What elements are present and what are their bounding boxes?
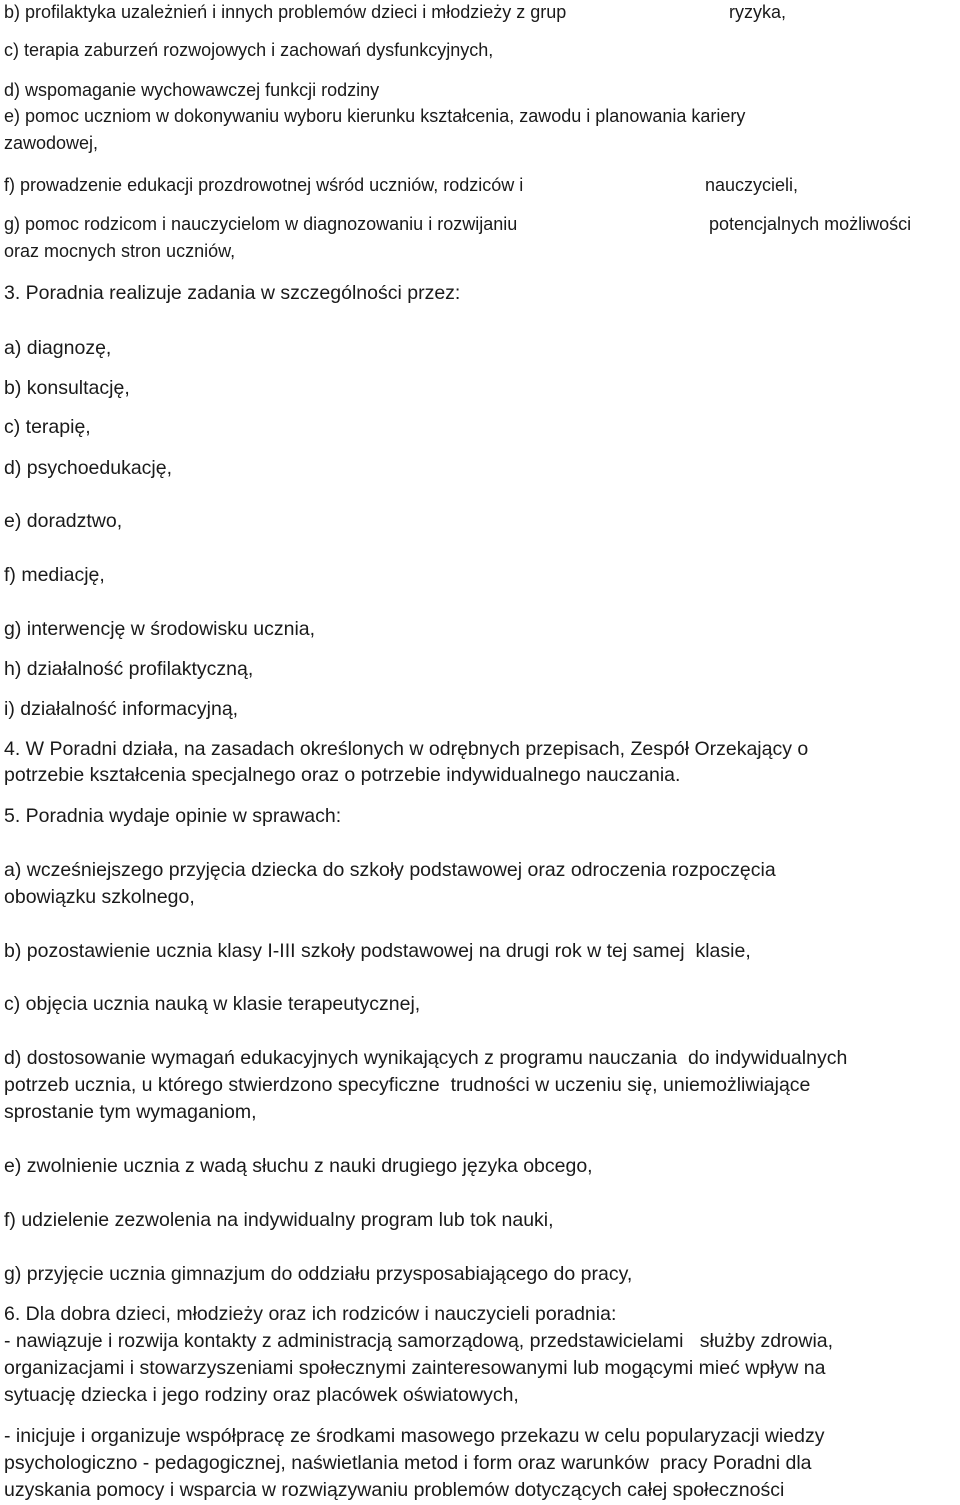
bullet-kontakty-cont-1: organizacjami i stowarzyszeniami społecznymi zainteresowanymi lub mogącymi mieć wpływ na [4,1357,826,1379]
list-item-g-interwencja: g) interwencję w środowisku ucznia, [4,618,316,640]
list-item-c-objecie: c) objęcia ucznia nauką w klasie terapeutycznej, [4,993,421,1015]
bullet-kontakty: - nawiązuje i rozwija kontakty z administracją samorządową, przedstawicielami służby zdrowia, [4,1330,834,1352]
list-item-b-konsultacja: b) konsultację, [4,377,130,399]
list-item-a-przyjecie: a) wcześniejszego przyjęcia dziecka do szkoły podstawowej oraz odroczenia rozpoczęcia [4,859,776,881]
bullet-kontakty-cont-2: sytuację dziecka i jego rodziny oraz placówek oświatowych, [4,1384,519,1406]
list-item-a-diagnoza: a) diagnozę, [4,337,112,359]
section-6-heading: 6. Dla dobra dzieci, młodzieży oraz ich rodziców i nauczycieli poradnia: [4,1303,617,1325]
list-item-e-doradztwo: e) doradztwo, [4,510,123,532]
list-item-b-profilaktyka [4,0,787,24]
list-item-d-dostosowanie: d) dostosowanie wymagań edukacyjnych wynikających z programu nauczania do indywidualnych [4,1047,848,1069]
list-item-c-terapia-2: c) terapię, [4,416,91,438]
list-item-f-zezwolenie: f) udzielenie zezwolenia na indywidualny program lub tok nauki, [4,1209,554,1231]
bullet-wspolpraca: - inicjuje i organizuje współpracę ze środkami masowego przekazu w celu popularyzacji wiedzy [4,1425,825,1447]
line-text-right: nauczycieli, [705,175,799,195]
list-item-c-terapia: c) terapia zaburzeń rozwojowych i zachowań dysfunkcyjnych, [4,40,494,60]
list-item-e-zwolnienie: e) zwolnienie ucznia z wadą słuchu z nauki drugiego języka obcego, [4,1155,593,1177]
section-5-heading: 5. Poradnia wydaje opinie w sprawach: [4,805,342,827]
list-item-g-continuation: oraz mocnych stron uczniów, [4,241,236,261]
list-item-d-continuation-1: potrzeb ucznia, u którego stwierdzono specyficzne trudności w uczeniu się, uniemożliwiające [4,1074,811,1096]
list-item-e-continuation: zawodowej, [4,133,99,153]
list-item-d-psychoedukacja: d) psychoedukację, [4,457,173,479]
list-item-g-przyjecie: g) przyjęcie ucznia gimnazjum do oddziału przysposabiającego do pracy, [4,1263,633,1285]
line-text: b) profilaktyka uzależnień i innych problemów dzieci i młodzieży z grup [4,2,567,22]
section-3-heading: 3. Poradnia realizuje zadania w szczególności przez: [4,282,461,304]
list-item-e-pomoc: e) pomoc uczniom w dokonywaniu wyboru kierunku kształcenia, zawodu i planowania kariery [4,106,746,126]
list-item-d-continuation-2: sprostanie tym wymaganiom, [4,1101,257,1123]
list-item-d-wspomaganie: d) wspomaganie wychowawczej funkcji rodziny [4,80,380,100]
list-item-a-continuation: obowiązku szkolnego, [4,886,195,908]
line-text: g) pomoc rodzicom i nauczycielom w diagnozowaniu i rozwijaniu [4,214,518,234]
list-item-g-pomoc-rodzicom [4,212,912,236]
list-item-f-edukacja [4,173,799,197]
bullet-wspolpraca-cont-1: psychologiczno - pedagogicznej, naświetlania metod i form oraz warunków pracy Poradni dla [4,1452,812,1474]
list-item-h-profilaktyka: h) działalność profilaktyczną, [4,658,254,680]
bullet-wspolpraca-cont-2: uzyskania pomocy i wsparcia w rozwiązywaniu problemów dotyczących całej społeczności [4,1479,785,1501]
section-4-paragraph: 4. W Poradni działa, na zasadach określonych w odrębnych przepisach, Zespół Orzekający o [4,738,809,760]
line-text: f) prowadzenie edukacji prozdrowotnej wśród uczniów, rodziców i [4,175,524,195]
list-item-i-informacja: i) działalność informacyjną, [4,698,239,720]
list-item-f-mediacja: f) mediację, [4,564,105,586]
line-text-right: ryzyka, [729,2,787,22]
section-4-paragraph-cont: potrzebie kształcenia specjalnego oraz o potrzebie indywidualnego nauczania. [4,764,681,786]
line-text-right: potencjalnych możliwości [709,214,912,234]
list-item-b-pozostawienie: b) pozostawienie ucznia klasy I-III szkoły podstawowej na drugi rok w tej samej klasie, [4,940,751,962]
